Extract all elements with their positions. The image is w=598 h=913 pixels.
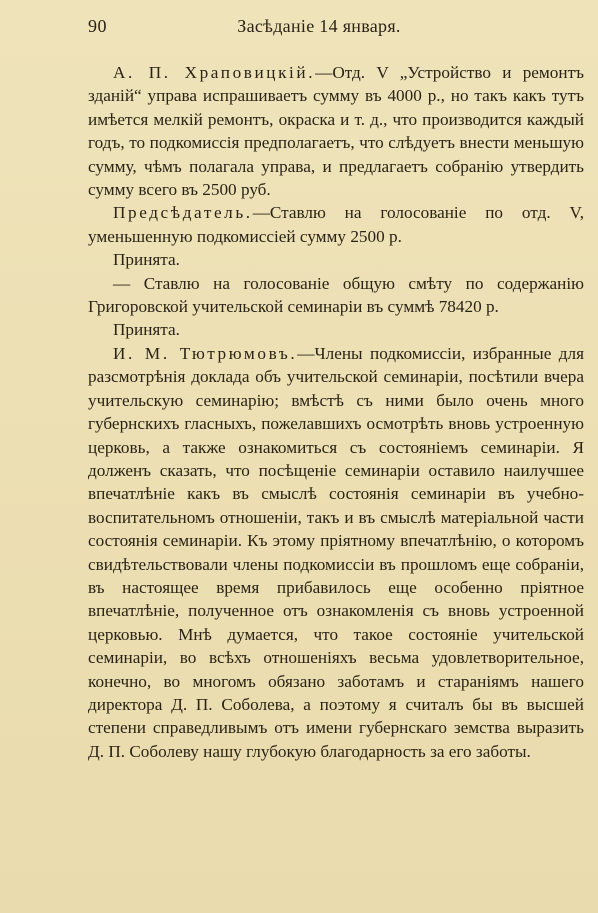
paragraph (88, 272, 584, 319)
paragraph-text: —Отд. V „Устройство и ремонтъ зданій“ управа испрашиваетъ сумму въ 4000 р., но такъ какъ тутъ имѣется мелкій ремонтъ, окраска и т. д., что производится каждый годъ, то подкомиссія предполагаетъ, что слѣдуетъ внести меньшую сумму, чѣмъ полагала управа, и предлагаетъ собранію утвердить сумму всего въ 2500 руб. (88, 63, 584, 200)
paragraph (88, 248, 584, 271)
speaker-name: А. П. Храповицкій. (113, 63, 316, 82)
speaker-name: Предсѣдатель. (113, 203, 253, 223)
running-title: Засѣданіе 14 января. (237, 16, 401, 36)
paragraph (88, 201, 584, 248)
speaker-name: И. М. Тютрюмовъ. (113, 343, 298, 363)
paragraph-text: — Ставлю на голосованіе общую смѣту по содержанію Григоровской учительской семинаріи въ суммѣ 78420 р. (88, 273, 584, 317)
paragraph-text: Принята. (113, 320, 180, 340)
paragraph (88, 318, 584, 341)
paragraph (88, 61, 584, 201)
paragraph-text: —Ставлю на голосованіе по отд. V, уменьшенную подкомиссіей сумму 2500 р. (88, 203, 584, 246)
paragraph-text: —Члены подкомиссіи, избранные для разсмотрѣнія доклада объ учительской семинаріи, посѣтили вчера учительскую семинарію; вмѣстѣ съ ними было очень много губернскихъ гласныхъ, пожелавшихъ осмотрѣть вновь устроенную церковь, а также ознакомиться съ состояніемъ семинаріи. Я долженъ сказать, что посѣщеніе семинаріи оставило наилучшее впечатлѣніе какъ въ смыслѣ состоянія семинаріи въ учебно-воспитательномъ отношеніи, такъ и въ смыслѣ матеріальной части состоянія семинаріи. Къ этому пріятному впечатлѣнію, о которомъ свидѣтельствовали члены подкомиссіи въ прошломъ еще собраніи, въ настоящее время прибавилось еще особенно пріятное впечатлѣніе, полученное отъ ознакомленія съ вновь устроенной церковью. Мнѣ думается, что такое состояніе учительской семинаріи, во всѣхъ отношеніяхъ весьма удовлетворительное, конечно, во многомъ обязано заботамъ и стараніямъ нашего директора Д. П. Соболева, а поэтому я считалъ бы въ высшей степени справедливымъ отъ имени губернскаго земства выразить Д. П. Соболеву нашу глубокую благодарность за его заботы. (88, 343, 584, 761)
page-body (88, 61, 584, 763)
paragraph-text: Принята. (113, 250, 180, 270)
paragraph (88, 342, 584, 763)
page-number: 90 (88, 16, 107, 36)
page-header (0, 16, 598, 42)
